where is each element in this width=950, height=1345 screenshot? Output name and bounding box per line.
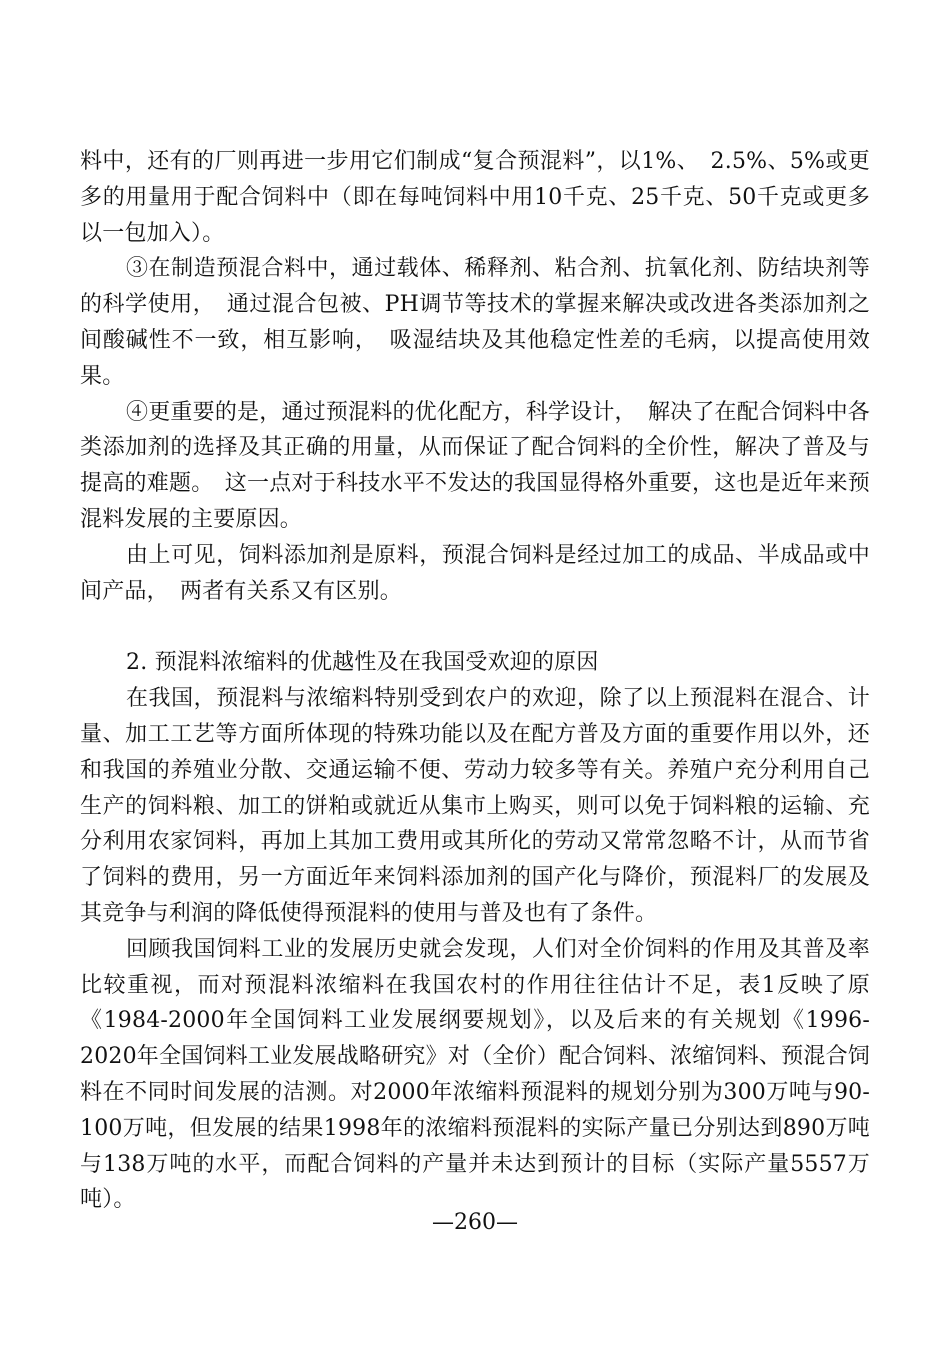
section-heading: 2. 预混料浓缩料的优越性及在我国受欢迎的原因 — [126, 650, 599, 676]
paragraph-reasons: 在我国，预混料与浓缩料特别受到农户的欢迎，除了以上预混料在混合、计量、加工工艺等方面所体现的特殊功能以及在配方普及方面的重要作用以外，还和我国的养殖业分散、交通运输不便、劳动力较多等有关。养殖户充分利用自己生产的饲料粮、加工的饼粕或就近从集市上购买，则可以免于饲料粮的运输、充分利用农家饲料，再加上其加工费用或其所化的劳动又常常忽略不计，从而节省了饲料的费用，另一方面近年来饲料添加剂的国产化与降价，预混料厂的发展及其竞争与利润的降低使得预混料的使用与普及也有了条件。 — [80, 686, 870, 926]
paragraph-item-4: ④更重要的是，通过预混料的优化配方，科学设计， 解决了在配合饲料中各类添加剂的选择及其正确的用量，从而保证了配合饲料的全价性，解决了普及与提高的难题。 这一点对于科技水平不发达的我国显得格外重要，这也是近年来预混料发展的主要原因。 — [80, 399, 870, 532]
page-number: —260— — [432, 1210, 518, 1235]
paragraph-item-3: ③在制造预混合料中，通过载体、稀释剂、粘合剂、抗氧化剂、防结块剂等的科学使用， 通过混合包被、PH调节等技术的掌握来解决或改进各类添加剂之间酸碱性不一致，相互影响， 吸湿结块及其他稳定性差的毛病，以提高使用效果。 — [80, 256, 870, 389]
paragraph-history: 回顾我国饲料工业的发展历史就会发现，人们对全价饲料的作用及其普及率比较重视，而对预混料浓缩料在我国农村的作用往往估计不足，表1反映了原《1984-2000年全国饲料工业发展纲要规划》，以及后来的有关规划《1996-2020年全国饲料工业发展战略研究》对（全价）配合饲料、浓缩饲料、预混合饲料在不同时间发展的洁测。对2000年浓缩料预混料的规划分别为300万吨与90-100万吨，但发展的结果1998年的浓缩料预混料的实际产量已分别达到890万吨与138万吨的水平，而配合饲料的产量并未达到预计的目标（实际产量5557万吨）。 — [80, 936, 870, 1213]
body-text — [80, 144, 870, 1218]
paragraph-continuation: 料中，还有的厂则再进一步用它们制成“复合预混料”，以1%、 2.5%、5%或更多的用量用于配合饲料中（即在每吨饲料中用10千克、25千克、50千克或更多以一包加入）。 — [80, 149, 870, 246]
paragraph-summary: 由上可见，饲料添加剂是原料，预混合饲料是经过加工的成品、半成品或中间产品， 两者有关系又有区别。 — [80, 542, 870, 604]
